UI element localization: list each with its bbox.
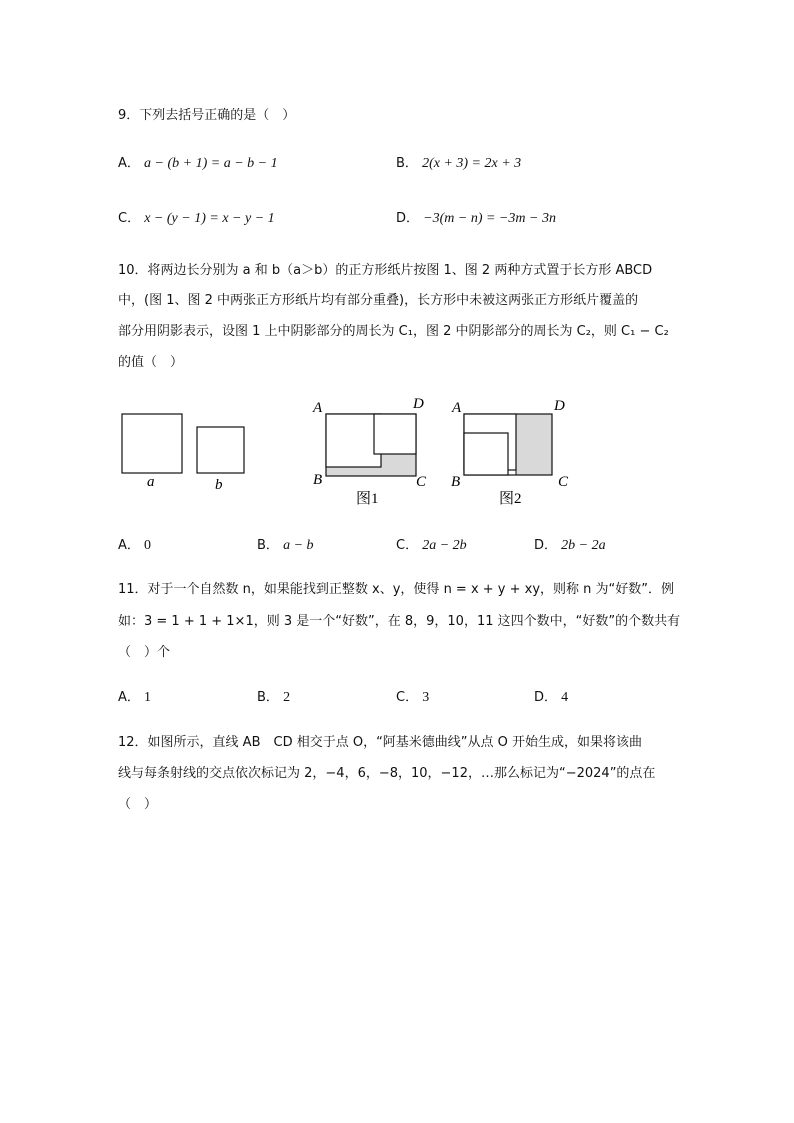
option-letter: A． (118, 690, 140, 705)
fig2-shaded-region (516, 414, 552, 475)
fig2-vertex-d: D (554, 398, 565, 414)
option-expr: a − b (283, 538, 314, 553)
square-a-label: a (147, 474, 155, 490)
option-expr: x − (y − 1) = x − y − 1 (144, 211, 275, 226)
figure-2 (451, 398, 569, 507)
fig1-vertex-d: D (413, 396, 424, 412)
q11-option-b[interactable] (257, 686, 290, 706)
fig1-vertex-b: B (313, 472, 323, 488)
q10-line-3: 部分用阴影表示，设图 1 上中阴影部分的周长为 C₁，图 2 中阴影部分的周长为 C₂，则 C₁ − C₂ (118, 324, 669, 339)
fig2-vertex-a: A (452, 400, 462, 416)
fig2-square-a-front (464, 433, 508, 475)
option-letter: D． (534, 690, 558, 705)
option-letter: C． (396, 538, 419, 553)
option-expr: −3(m − n) = −3m − 3n (423, 211, 556, 226)
q11-line-1: 11．对于一个自然数 n，如果能找到正整数 x、y，使得 n = x + y + xy，则称 n 为“好数”．例 (118, 582, 675, 597)
option-expr: 2(x + 3) = 2x + 3 (422, 156, 522, 171)
option-expr: 3 (422, 690, 430, 705)
q10-line-1: 10．将两边长分别为 a 和 b（a＞b）的正方形纸片按图 1、图 2 两种方式置于长方形 ABCD (118, 263, 653, 278)
option-expr: a − (b + 1) = a − b − 1 (144, 156, 278, 171)
q10-option-a[interactable] (118, 534, 151, 554)
q10-option-d[interactable] (534, 534, 606, 554)
q10-option-c[interactable] (396, 534, 467, 554)
q9-option-c[interactable] (118, 207, 275, 227)
fig1-vertex-a: A (313, 400, 323, 416)
option-expr: 4 (561, 690, 569, 705)
option-letter: A． (118, 156, 140, 171)
q9-option-b[interactable] (396, 152, 521, 172)
q9-option-d[interactable] (396, 207, 556, 227)
square-a (122, 414, 182, 473)
square-b (197, 427, 244, 473)
square-b-label: b (215, 477, 223, 493)
fig1-square-b (374, 414, 416, 454)
fig1-caption: 图1 (356, 491, 379, 507)
option-expr: 2b − 2a (561, 538, 606, 553)
q10-line-4: 的值（ ） (118, 355, 184, 370)
option-expr: 2a − 2b (422, 538, 467, 553)
q11-line-2: 如：3 = 1 + 1 + 1×1，则 3 是一个“好数”，在 8，9，10，11 这四个数中，“好数”的个数共有 (118, 614, 681, 629)
q9-option-a[interactable] (118, 152, 278, 172)
q10-line-2: 中，(图 1、图 2 中两张正方形纸片均有部分重叠)，长方形中未被这两张正方形纸片覆盖的 (118, 293, 639, 308)
q11-option-c[interactable] (396, 686, 429, 706)
fig2-vertex-b: B (451, 474, 461, 490)
option-letter: B． (396, 156, 418, 171)
fig2-vertex-c: C (558, 474, 569, 490)
option-letter: B． (257, 690, 279, 705)
option-expr: 2 (283, 690, 291, 705)
option-letter: C． (396, 690, 419, 705)
q11-option-a[interactable] (118, 686, 151, 706)
q11-option-d[interactable] (534, 686, 568, 706)
q11-line-3: （ ）个 (118, 645, 171, 660)
option-letter: C． (118, 211, 141, 226)
option-letter: D． (396, 211, 420, 226)
q12-line-2: 线与每条射线的交点依次标记为 2，−4，6，−8，10，−12，…那么标记为“−2024”的点在 (118, 766, 656, 781)
q12-line-1: 12．如图所示，直线 AB CD 相交于点 O，“阿基米德曲线”从点 O 开始生成，如果将该曲 (118, 735, 643, 750)
q12-line-3: （ ） (118, 797, 158, 812)
option-expr: 0 (144, 538, 152, 553)
q9-stem: 9．下列去括号正确的是（ ） (118, 108, 296, 123)
figure-1 (312, 396, 427, 507)
q10-option-b[interactable] (257, 534, 314, 554)
option-expr: 1 (144, 690, 152, 705)
option-letter: A． (118, 538, 140, 553)
fig2-caption: 图2 (499, 491, 522, 507)
q10-figure (0, 390, 794, 530)
fig1-vertex-c: C (416, 474, 427, 490)
option-letter: D． (534, 538, 558, 553)
option-letter: B． (257, 538, 279, 553)
fig1-square-a (326, 414, 381, 467)
